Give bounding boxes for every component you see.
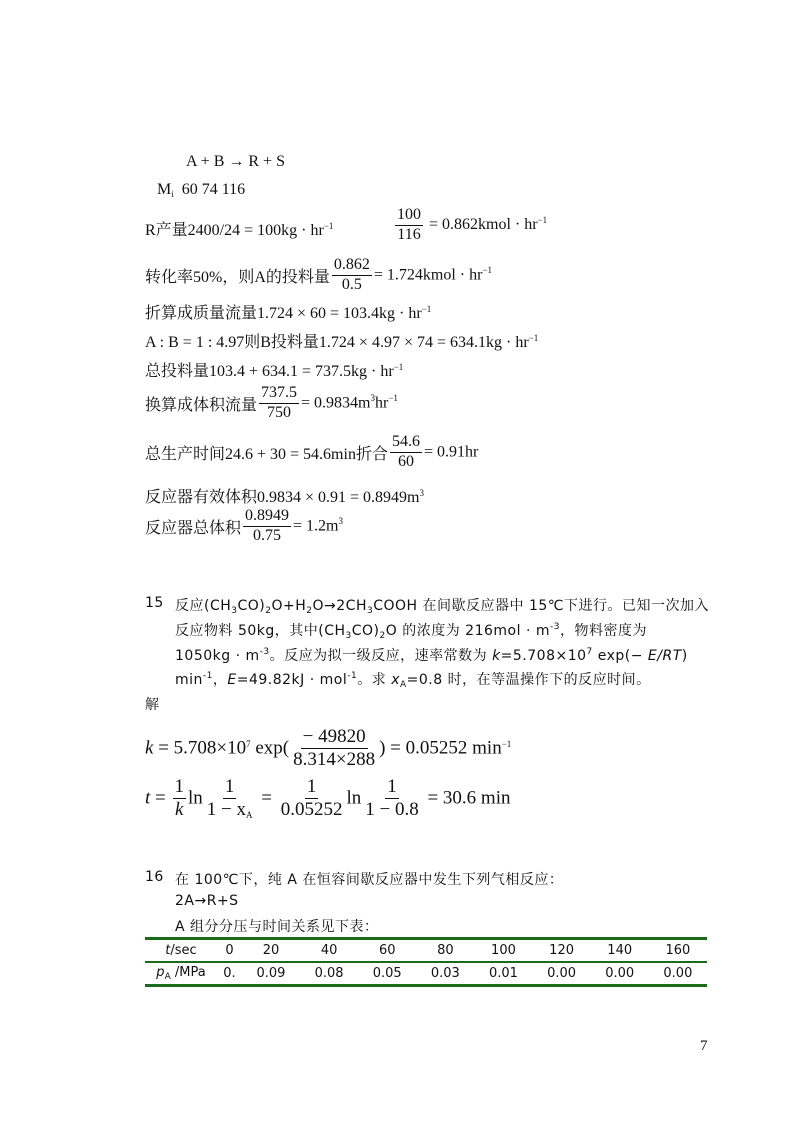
table-cell: 0.00: [649, 962, 707, 986]
table-cell: 0.: [217, 962, 242, 986]
table-header-row: [145, 939, 707, 963]
table-cell: 0.05: [358, 962, 416, 986]
table-cell: 0.01: [474, 962, 532, 986]
reaction-equation: A + B → R + S: [186, 153, 285, 170]
mass-flow-line: 折算成质量流量$1.724 \times 60 = 103.4kg \cdot hr^{-1}$: [145, 304, 432, 322]
table-cell: 160: [649, 939, 707, 963]
table-cell: 60: [358, 939, 416, 963]
solution-label: 解: [145, 697, 160, 713]
fraction: $\frac{1}{1 - x_A}$: [206, 776, 253, 820]
table-cell: 0.00: [591, 962, 649, 986]
problem-15-line-1: 反应$(CH_3CO)_2O+H_2O\to 2CH_3COOH$ 在间歇反应器中 15℃下进行。已知一次加入: [175, 598, 709, 616]
total-volume-line: 反应器总体积 $\frac{0.8949}{0.75}$ = $1.2m^3$: [145, 507, 343, 544]
table-cell: 0: [217, 939, 242, 963]
molar-mass-line: $M_i$ 60 74 116: [157, 181, 246, 199]
table-cell: 120: [533, 939, 591, 963]
r-kmol-line: $\frac{100}{116}$ = 0.862kmol · $hr^{-1}$: [397, 206, 548, 243]
fraction: $\frac{0.8949}{0.75}$: [245, 507, 290, 544]
conversion-line: 转化率50%，则A的投料量 $\frac{0.862}{0.5}$ = 1.724kmol · $hr^{-1}$: [145, 256, 493, 293]
fraction: $\frac{737.5}{750}$: [261, 384, 298, 421]
fraction: $\frac{1}{1 - 0.8}$: [365, 776, 419, 821]
table-header-label: t/sec: [145, 939, 217, 963]
b-feed-line: A : B = 1 : 4.97则B投料量$1.724 \times 4.97 \times 74 = 634.1kg \cdot hr^{-1}$: [145, 333, 539, 351]
reaction-time-equation: t = $\frac{1}{k}$ ln $\frac{1}{1 - x_A}$ = $\frac{1}{0.05252}$ ln $\frac{1}{1 - 0.8}$ = 30.6 min: [145, 776, 511, 821]
production-time-line: 总生产时间24.6 + 30 = 54.6min折合 $\frac{54.6}{60}$ = 0.91hr: [145, 433, 479, 470]
problem-15-number: 15: [145, 595, 164, 611]
fraction: $\frac{54.6}{60}$: [391, 433, 420, 470]
r-production-line: R产量$2400/24 = 100kg \cdot hr^{-1}$: [145, 221, 334, 239]
table-cell: 0.08: [300, 962, 358, 986]
table-cell: 140: [591, 939, 649, 963]
problem-15-line-3: $1050kg \cdot m^{-3}$。反应为拟一级反应，速率常数为 $k=5.708\times 10^7$ exp(− E/RT): [175, 647, 688, 664]
table-cell: 0.09: [242, 962, 300, 986]
fraction: $\frac{100}{116}$: [397, 206, 421, 243]
problem-15-line-4: $\min^{-1}$，E=49.82kJ · mol$^{-1}$。求 $x_A=0.8$ 时，在等温操作下的反应时间。: [175, 671, 651, 690]
total-feed-line: 总投料量$103.4 + 634.1 = 737.5kg \cdot hr^{-1}$: [145, 362, 404, 380]
rate-constant-equation: $k = 5.708\times 10^7$ exp( $\frac{- 49820}{8.314\times 288}$ ) = 0.05252 $\min^{-1}$: [145, 726, 512, 770]
page-number: 7: [700, 1038, 708, 1054]
table-cell: 100: [474, 939, 532, 963]
table-row-label: $p_A$ /MPa: [145, 962, 217, 986]
fraction: $\frac{0.862}{0.5}$: [333, 256, 370, 293]
volume-flow-line: 换算成体积流量 $\frac{737.5}{750}$ = $0.9834m^3hr^{-1}$: [145, 384, 398, 421]
table-cell: 20: [242, 939, 300, 963]
table-cell: 80: [416, 939, 474, 963]
problem-16-reaction: 2A→R+S: [175, 893, 239, 909]
pressure-time-table: [145, 937, 707, 987]
problem-15-line-2: 反应物料 50kg，其中$(CH_3CO)_2O$ 的浓度为 $216mol \cdot m^{-3}$，物料密度为: [175, 622, 647, 641]
table-row: [145, 962, 707, 986]
fraction: $\frac{1}{k}$: [174, 776, 184, 821]
fraction: $\frac{1}{0.05252}$: [280, 776, 343, 821]
effective-volume-line: 反应器有效体积$0.9834 \times 0.91 = 0.8949m^3$: [145, 488, 424, 506]
table-cell: 0.03: [416, 962, 474, 986]
fraction: $\frac{- 49820}{8.314\times 288}$: [293, 726, 376, 770]
problem-16-number: 16: [145, 869, 164, 885]
problem-16-line-1: 在 100℃下，纯 A 在恒容间歇反应器中发生下列气相反应：: [175, 872, 564, 888]
problem-16-line-3: A 组分分压与时间关系见下表：: [175, 919, 379, 935]
table-cell: 40: [300, 939, 358, 963]
table-cell: 0.00: [533, 962, 591, 986]
